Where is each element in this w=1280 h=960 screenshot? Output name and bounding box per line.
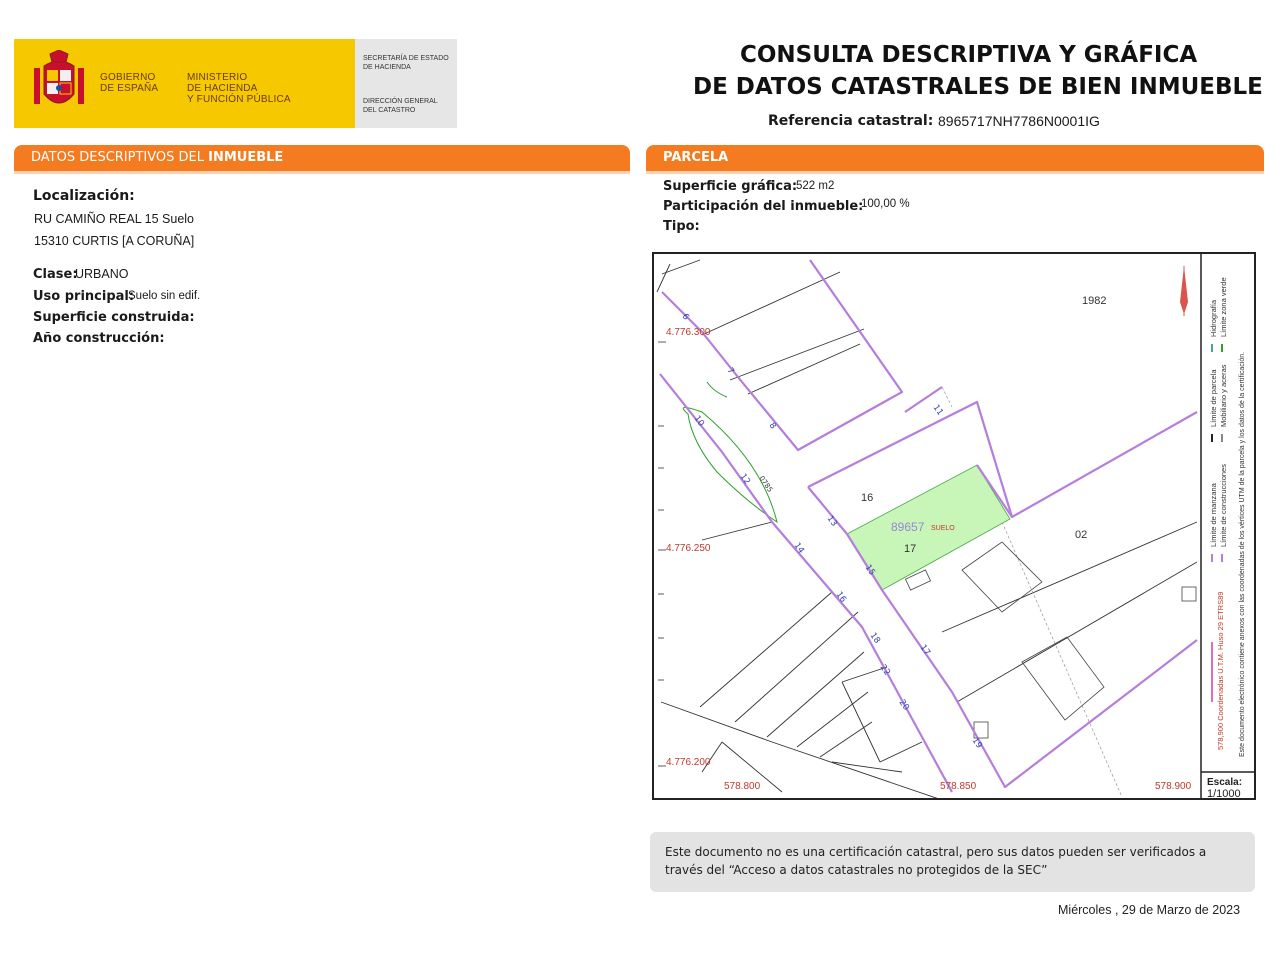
y-coord-label: 4.776.300	[666, 327, 711, 338]
address-line-1: RU CAMIÑO REAL 15 Suelo	[34, 212, 195, 226]
disclaimer-line-2: través del “Acceso a datos catastrales no protegidos de la SEC”	[665, 863, 1048, 877]
y-coord-label: 4.776.250	[666, 543, 711, 554]
participacion-value: 100,00 %	[861, 198, 910, 210]
legend-row-2a: Límite de construcciones	[1219, 464, 1228, 547]
vertex-number: 12	[737, 471, 752, 487]
section-bar-shadow-parcela	[646, 171, 1264, 174]
vertex-number: 16	[833, 589, 848, 605]
highlighted-parcel-label: 89657	[891, 520, 925, 534]
highlighted-parcel-suffix: SUELO	[931, 525, 955, 532]
x-coord-label: 578.900	[1155, 781, 1192, 792]
vertex-number: 13	[824, 513, 839, 529]
legend-row-2c: Límite zona verde	[1219, 277, 1228, 337]
section-bar-parcela: PARCELA	[646, 145, 1264, 171]
vertex-number: 8	[766, 420, 778, 432]
document-date: Miércoles , 29 de Marzo de 2023	[1058, 903, 1241, 917]
legend-row-1a: Límite de manzana	[1209, 483, 1218, 547]
scale-label: Escala:	[1207, 777, 1243, 788]
ministry-line-1: MINISTERIO	[187, 72, 248, 83]
clase-value: URBANO	[75, 267, 129, 281]
superficie-grafica-label: Superficie gráfica:	[663, 179, 798, 194]
ministry-line-3: Y FUNCIÓN PÚBLICA	[187, 94, 291, 105]
participacion-label: Participación del inmueble:	[663, 199, 864, 214]
section-bar-datos-descriptivos: DATOS DESCRIPTIVOS DEL INMUEBLE	[14, 145, 630, 171]
vertex-number: 20	[896, 697, 911, 713]
cadastral-map	[652, 252, 1256, 800]
section-bar-shadow	[14, 171, 630, 174]
scale-value: 1/1000	[1207, 788, 1241, 798]
legend-row-1b: Límite de parcela	[1209, 369, 1218, 427]
anio-construccion-label: Año construcción:	[33, 331, 165, 346]
direccion-line-2: DEL CATASTRO	[363, 107, 416, 114]
coat-of-arms-icon	[28, 50, 90, 116]
legend-row-2b: Mobiliario y aceras	[1219, 364, 1228, 427]
uso-principal-label: Uso principal:	[33, 289, 135, 304]
ref-catastral-value: 8965717NH7786N0001IG	[938, 113, 1100, 129]
vertex-number: 19	[969, 735, 984, 751]
north-arrow-icon	[1180, 266, 1188, 316]
vertex-number: 10	[691, 413, 706, 429]
address-line-2: 15310 CURTIS [A CORUÑA]	[34, 234, 195, 248]
disclaimer-box	[650, 832, 1255, 892]
x-coord-label: 578.850	[940, 781, 977, 792]
vertex-number: 17	[917, 642, 932, 658]
legend-row-1c: Hidrografía	[1209, 299, 1218, 337]
legend-coords: 578,900 Coordenadas U.T.M. Huso 29 ETRS89	[1216, 591, 1225, 750]
secretaria-line-1: SECRETARÍA DE ESTADO	[363, 55, 449, 62]
y-coord-label: 4.776.200	[666, 757, 711, 768]
document-title-line-1: CONSULTA DESCRIPTIVA Y GRÁFICA	[740, 42, 1198, 68]
clase-label: Clase:	[33, 267, 78, 282]
ref-catastral-label: Referencia catastral:	[768, 113, 934, 129]
parcel-number-16: 16	[861, 492, 874, 504]
superficie-construida-label: Superficie construida:	[33, 310, 195, 325]
localizacion-label: Localización:	[33, 188, 135, 204]
direccion-line-1: DIRECCIÓN GENERAL	[363, 98, 438, 105]
vertex-number: 14	[791, 540, 806, 556]
vertex-number: 11	[930, 402, 945, 418]
street-code: 0785	[757, 474, 775, 494]
x-coord-label: 578.800	[724, 781, 761, 792]
vertex-number: 22	[877, 662, 892, 678]
gov-line-2: DE ESPAÑA	[100, 83, 159, 94]
ministry-line-2: DE HACIENDA	[187, 83, 258, 94]
parcel-number-1982: 1982	[1082, 295, 1107, 307]
tipo-label: Tipo:	[663, 219, 700, 234]
vertex-number: 18	[867, 630, 882, 646]
uso-principal-value: Suelo sin edif.	[128, 290, 201, 302]
gov-line-1: GOBIERNO	[100, 72, 156, 83]
secretaria-line-2: DE HACIENDA	[363, 64, 411, 71]
legend-doc-note: Este documento electrónico contiene anexos con las coordenadas de los vértices UTM de la parcela y los datos de la certificación.	[1239, 351, 1246, 757]
superficie-grafica-value: 522 m2	[796, 180, 835, 192]
vertex-number: 7	[724, 365, 736, 377]
document-title-line-2: DE DATOS CATASTRALES DE BIEN INMUEBLE	[693, 74, 1263, 100]
vertex-number: 6	[679, 311, 691, 323]
parcel-number-02: 02	[1075, 529, 1088, 541]
disclaimer-line-1: Este documento no es una certificación catastral, pero sus datos pueden ser verificados a	[665, 845, 1207, 859]
vertex-number: 15	[862, 562, 877, 578]
parcel-number-17: 17	[904, 543, 917, 555]
